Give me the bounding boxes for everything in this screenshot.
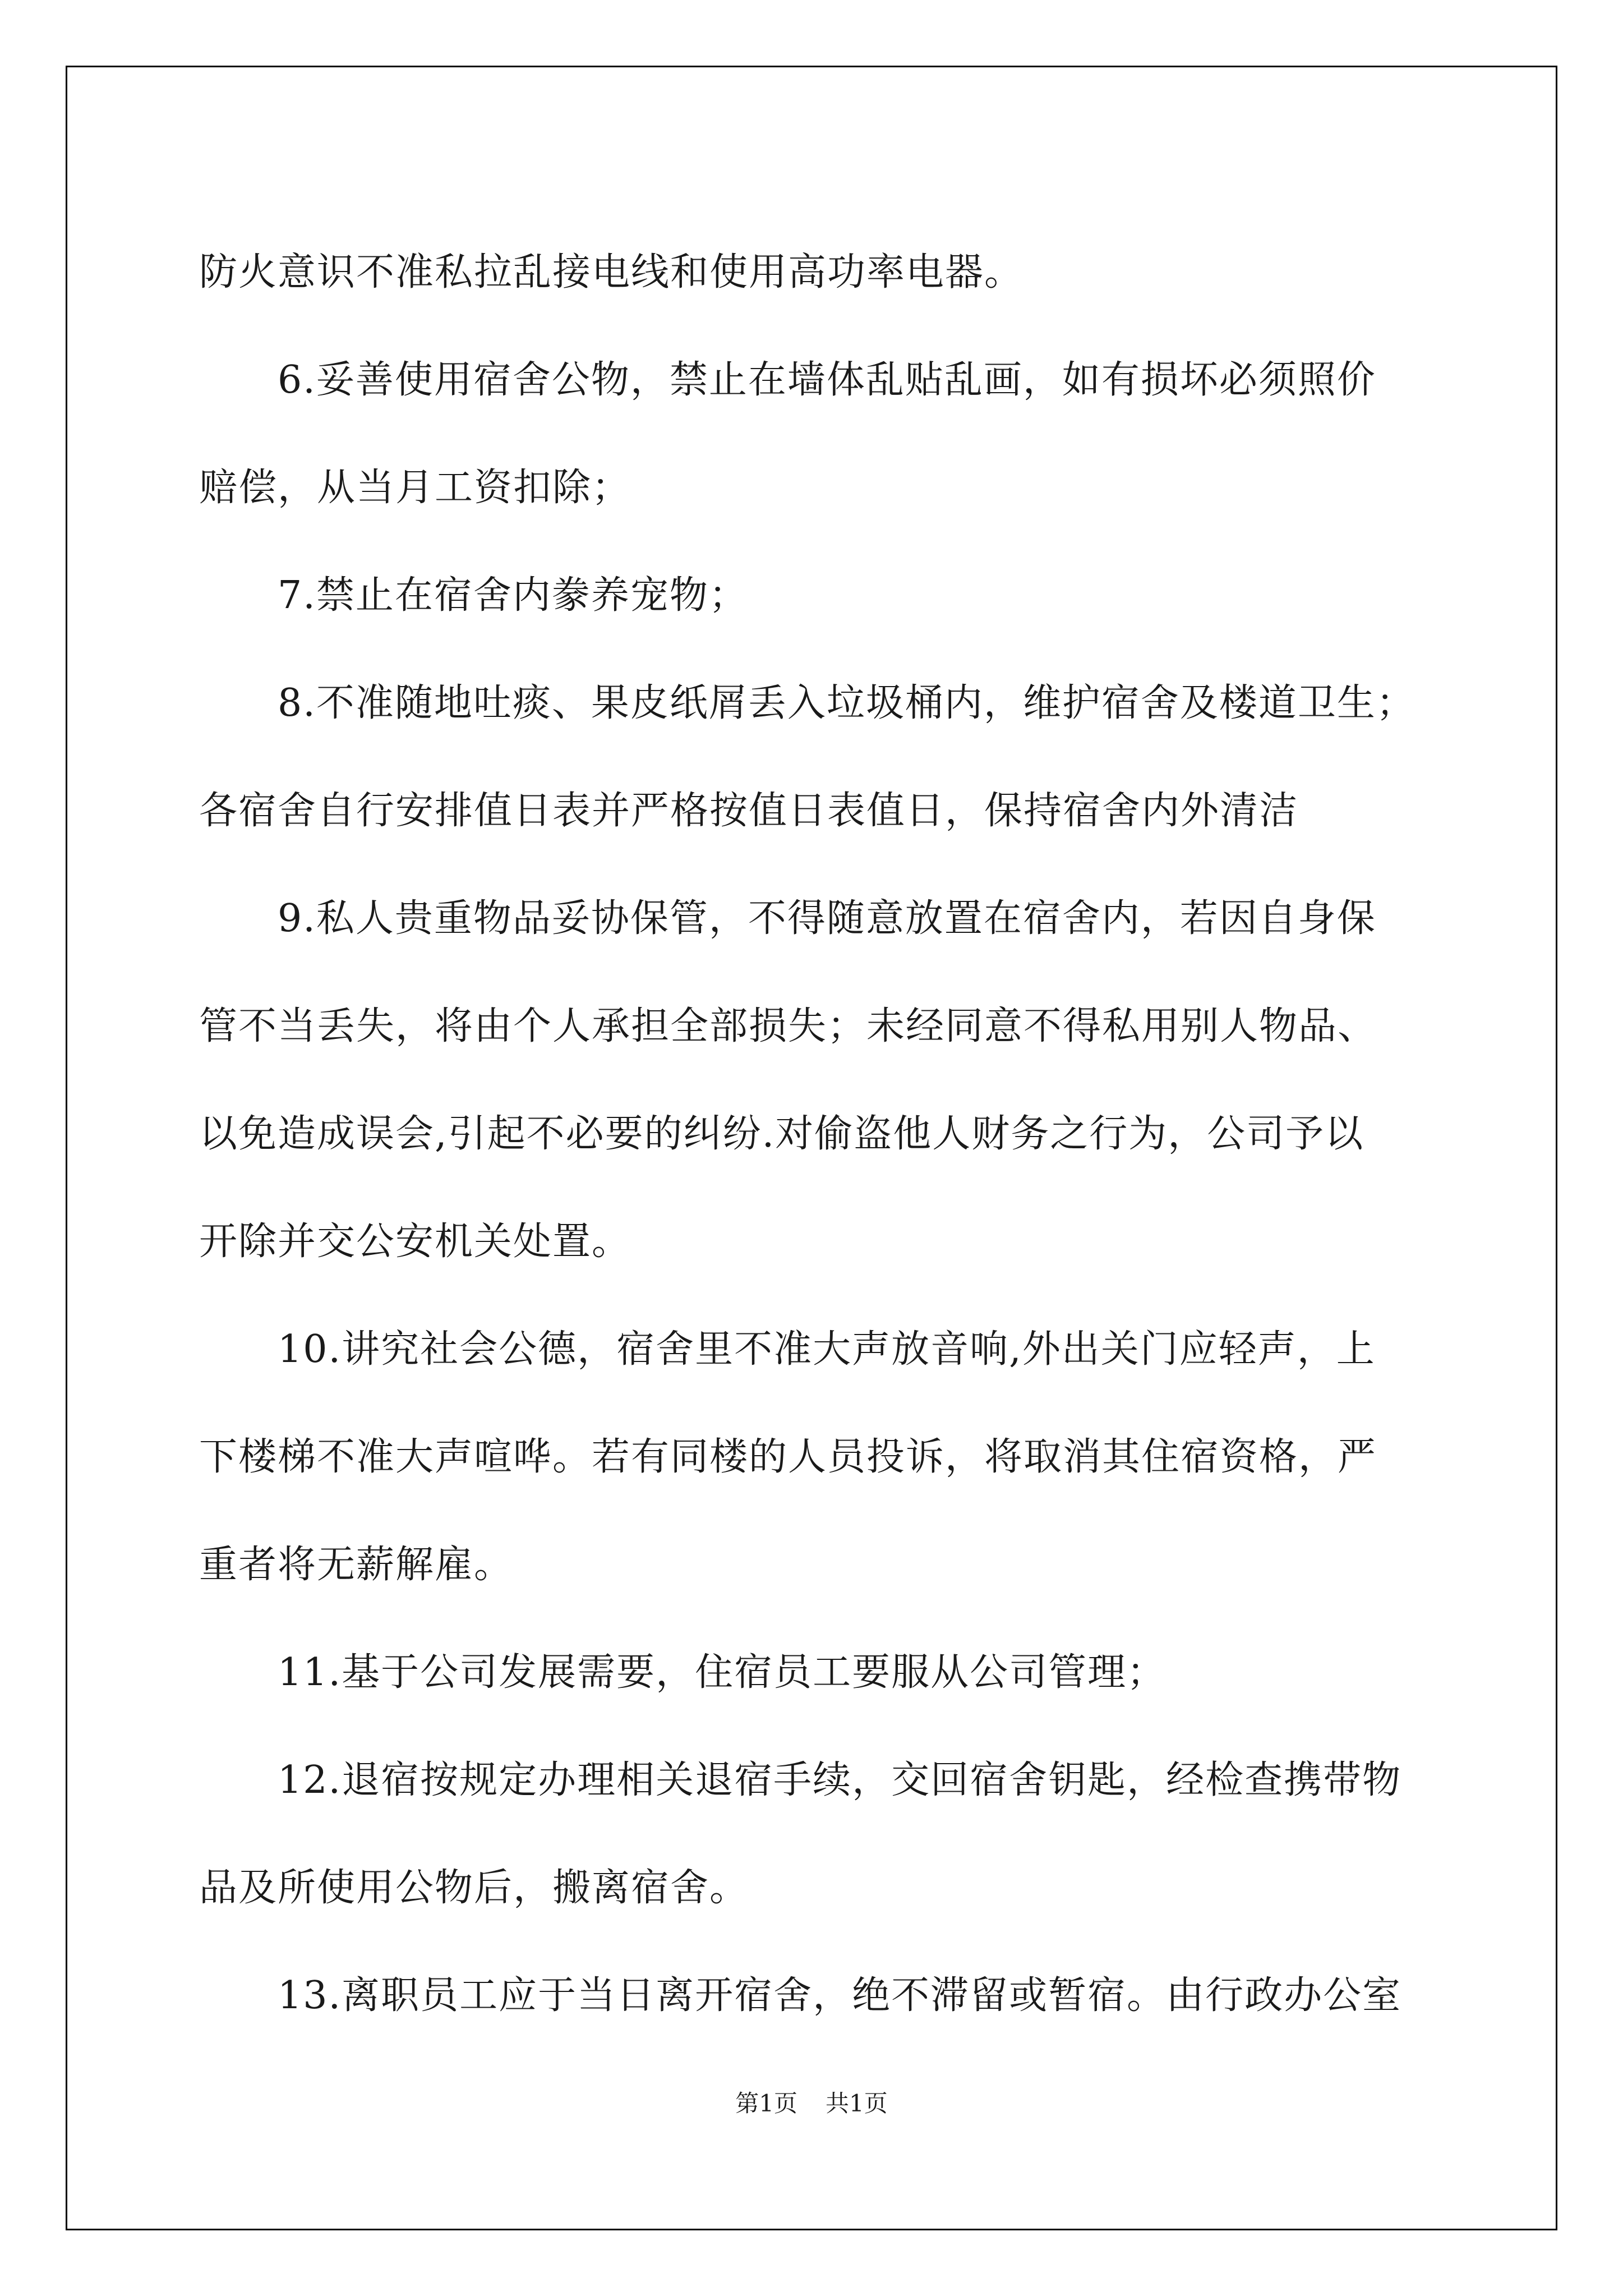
text-line: 7.禁止在宿舍内豢养宠物；	[199, 573, 748, 618]
text-line: 下楼梯不准大声喧哗。若有同楼的人员投诉，将取消其住宿资格，严	[199, 1435, 1377, 1479]
text-line: 13.离职员工应于当日离开宿舍，绝不滞留或暂宿。由行政办公室	[199, 1973, 1402, 2018]
text-line: 12.退宿按规定办理相关退宿手续，交回宿舍钥匙，经检查携带物	[199, 1758, 1402, 1802]
page-number: 第1页	[735, 2090, 797, 2117]
text-line: 管不当丢失，将由个人承担全部损失；未经同意不得私用别人物品、	[199, 1004, 1377, 1048]
text-line: 开除并交公安机关处置。	[199, 1220, 631, 1264]
text-line: 防火意识不准私拉乱接电线和使用高功率电器。	[199, 250, 1024, 295]
text-line: 10.讲究社会公德，宿舍里不准大声放音响,外出关门应轻声，上	[199, 1327, 1376, 1372]
page-total: 共1页	[826, 2090, 888, 2117]
text-line: 赔偿，从当月工资扣除；	[199, 466, 631, 510]
page-footer	[0, 2087, 1623, 2120]
text-line: 6.妥善使用宿舍公物，禁止在墙体乱贴乱画，如有损坏必须照价	[199, 358, 1376, 402]
text-line: 9.私人贵重物品妥协保管，不得随意放置在宿舍内，若因自身保	[199, 896, 1376, 941]
text-line: 以免造成误会,引起不必要的纠纷.对偷盗他人财务之行为，公司予以	[199, 1112, 1364, 1156]
text-line: 各宿舍自行安排值日表并严格按值日表值日，保持宿舍内外清洁	[199, 789, 1299, 833]
text-line: 11.基于公司发展需要，住宿员工要服从公司管理；	[199, 1650, 1166, 1695]
text-line: 8.不准随地吐痰、果皮纸屑丢入垃圾桶内，维护宿舍及楼道卫生；	[199, 681, 1415, 725]
text-line: 品及所使用公物后，搬离宿舍。	[199, 1866, 749, 1910]
text-line: 重者将无薪解雇。	[199, 1543, 514, 1587]
document-body	[199, 219, 1433, 2050]
